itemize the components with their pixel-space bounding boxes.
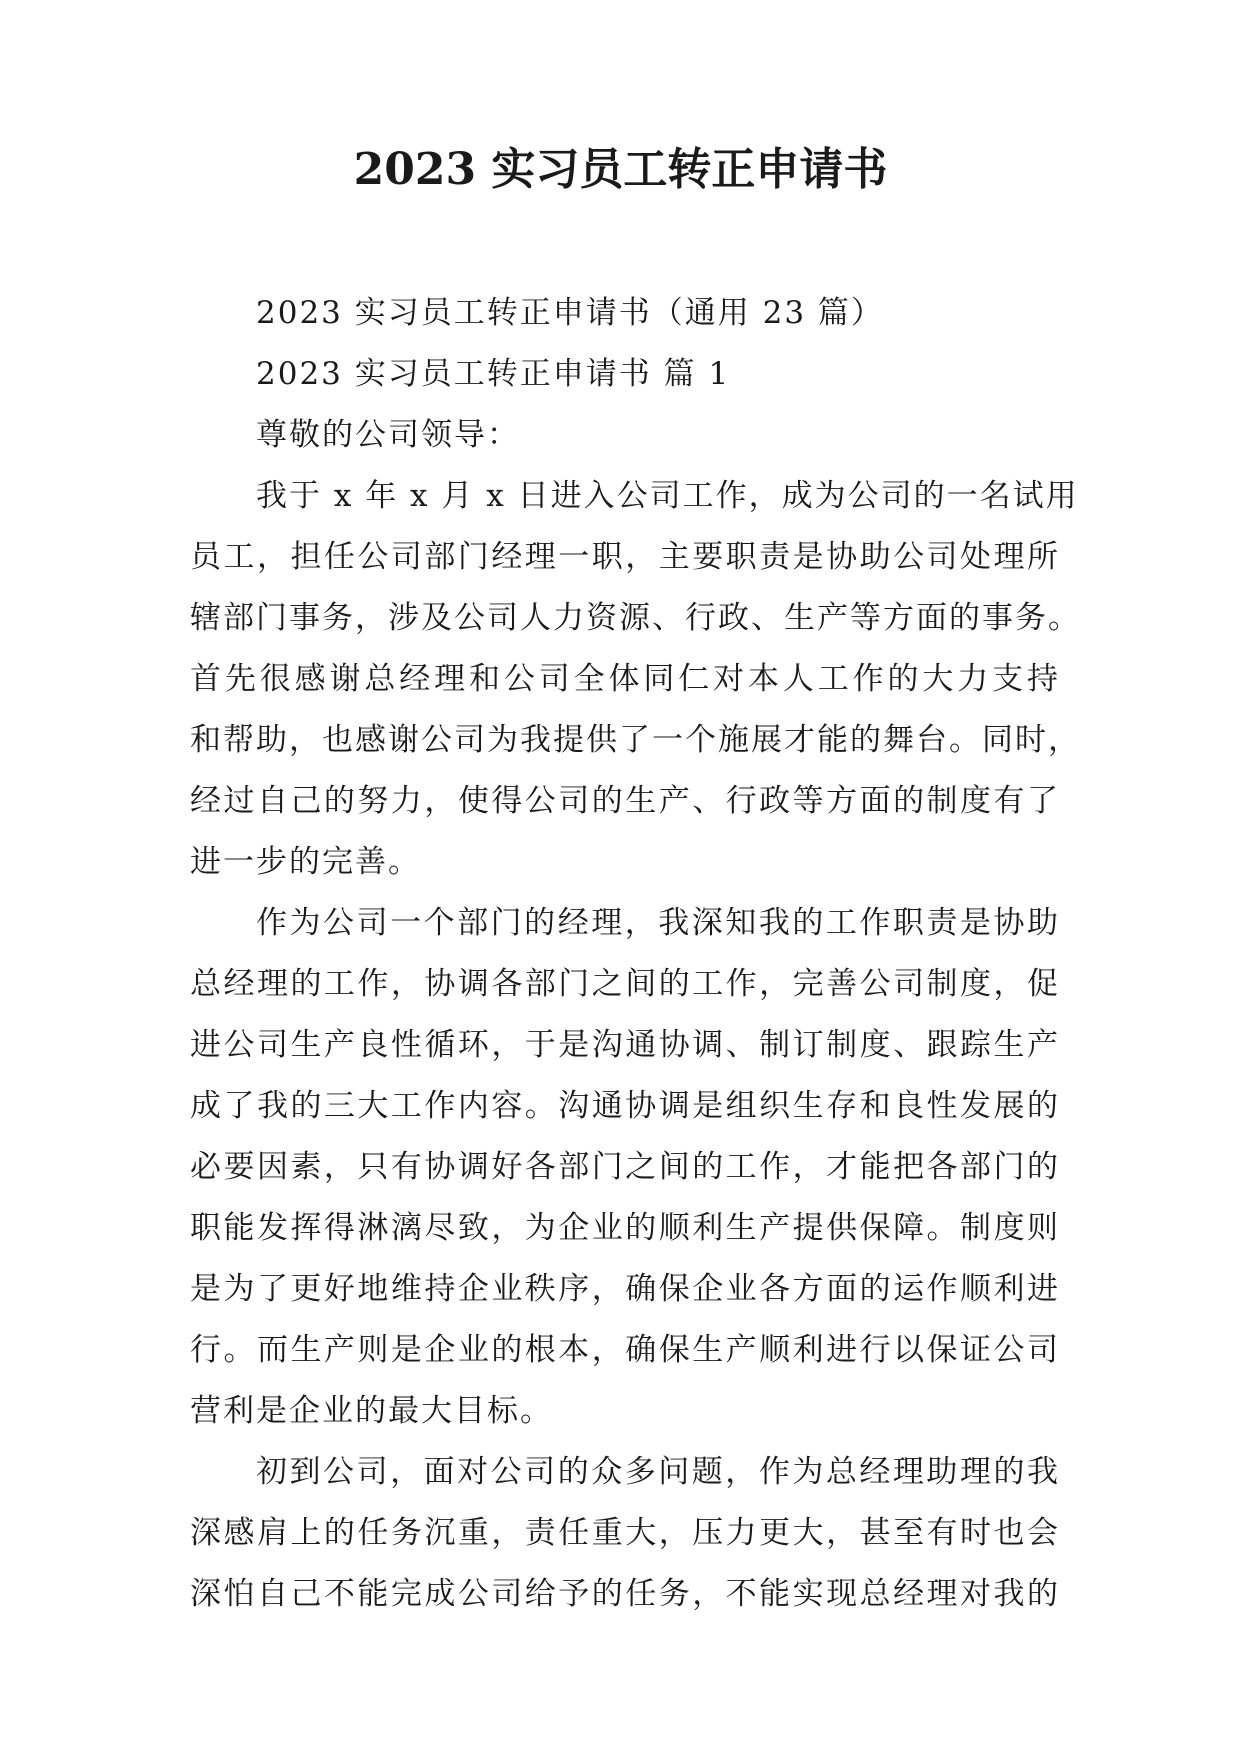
paragraph-line: 深感肩上的任务沉重，责任重大，压力更大，甚至有时也会 bbox=[190, 1515, 1060, 1551]
paragraph-3 bbox=[190, 1442, 1060, 1625]
paragraph-line: 行。而生产则是企业的根本，确保生产顺利进行以保证公司 bbox=[190, 1332, 1060, 1368]
greeting: 尊敬的公司领导： bbox=[256, 417, 520, 453]
paragraph-line: 深怕自己不能完成公司给予的任务，不能实现总经理对我的 bbox=[190, 1576, 1060, 1612]
paragraph-line: 和帮助，也感谢公司为我提供了一个施展才能的舞台。同时， bbox=[190, 722, 1081, 758]
paragraph-line: 营利是企业的最大目标。 bbox=[190, 1393, 553, 1429]
paragraph-line: 经过自己的努力，使得公司的生产、行政等方面的制度有了 bbox=[190, 783, 1060, 819]
paragraph-line: 是为了更好地维持企业秩序，确保企业各方面的运作顺利进 bbox=[190, 1271, 1060, 1307]
paragraph-line: 辖部门事务，涉及公司人力资源、行政、生产等方面的事务。 bbox=[190, 600, 1081, 636]
paragraph-line: 我于 x 年 x 月 x 日进入公司工作，成为公司的一名试用 bbox=[256, 478, 1079, 514]
paragraph-line: 初到公司，面对公司的众多问题，作为总经理助理的我 bbox=[256, 1454, 1060, 1490]
paragraph-line: 职能发挥得淋漓尽致，为企业的顺利生产提供保障。制度则 bbox=[190, 1210, 1060, 1246]
paragraph-line: 进公司生产良性循环，于是沟通协调、制订制度、跟踪生产 bbox=[190, 1027, 1060, 1063]
section-heading: 2023 实习员工转正申请书 篇 1 bbox=[256, 356, 731, 392]
paragraph-line: 必要因素，只有协调好各部门之间的工作，才能把各部门的 bbox=[190, 1149, 1060, 1185]
paragraph-line: 首先很感谢总经理和公司全体同仁对本人工作的大力支持 bbox=[190, 661, 1060, 697]
document-body bbox=[190, 283, 1081, 1625]
paragraph-line: 进一步的完善。 bbox=[190, 844, 421, 880]
paragraph-1 bbox=[190, 466, 1081, 893]
document-title: 2023 实习员工转正申请书 bbox=[353, 144, 888, 195]
document-subtitle: 2023 实习员工转正申请书（通用 23 篇） bbox=[256, 295, 884, 331]
paragraph-line: 总经理的工作，协调各部门之间的工作，完善公司制度，促 bbox=[190, 966, 1060, 1002]
paragraph-2 bbox=[190, 893, 1060, 1442]
paragraph-line: 作为公司一个部门的经理，我深知我的工作职责是协助 bbox=[256, 905, 1060, 941]
paragraph-line: 成了我的三大工作内容。沟通协调是组织生存和良性发展的 bbox=[190, 1088, 1060, 1124]
paragraph-line: 员工，担任公司部门经理一职，主要职责是协助公司处理所 bbox=[190, 539, 1060, 575]
